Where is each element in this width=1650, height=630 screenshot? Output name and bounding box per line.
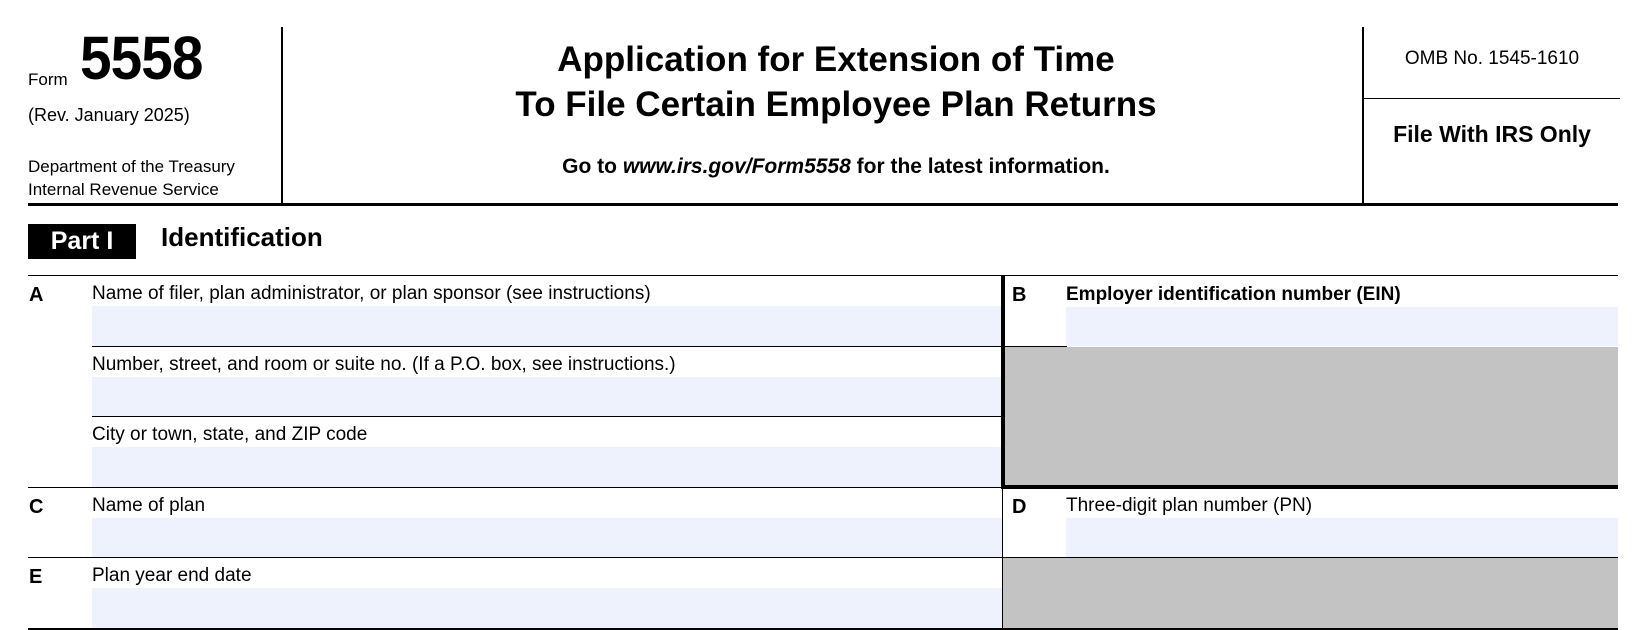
line-a-letter: A <box>29 284 44 306</box>
plan-number-label: Three-digit plan number (PN) <box>1066 495 1313 516</box>
form-number: 5558 <box>80 24 203 92</box>
shaded-area-lower <box>1003 558 1618 628</box>
city-state-zip-label: City or town, state, and ZIP code <box>92 424 368 445</box>
street-address-input[interactable] <box>92 377 1001 416</box>
plan-year-end-label: Plan year end date <box>92 565 252 586</box>
filer-name-input[interactable] <box>92 306 1001 346</box>
form-id-block <box>28 24 283 204</box>
street-address-label: Number, street, and room or suite no. (If a P.O. box, see instructions.) <box>92 354 676 375</box>
omb-block <box>1362 27 1620 204</box>
line-b-letter: B <box>1012 284 1027 306</box>
part-badge: Part I <box>28 224 136 259</box>
grid-rule-a2 <box>92 416 1001 417</box>
grid-rule-b-bottom <box>1001 485 1618 489</box>
filer-name-label: Name of filer, plan administrator, or plan sponsor (see instructions) <box>92 283 651 304</box>
form-title <box>283 37 1389 127</box>
plan-name-label: Name of plan <box>92 495 206 516</box>
plan-name-input[interactable] <box>92 518 1002 557</box>
part-title: Identification <box>161 222 323 252</box>
service-name: Internal Revenue Service <box>28 180 219 199</box>
ein-input[interactable] <box>1066 307 1618 346</box>
irs-link[interactable]: www.irs.gov/Form5558 <box>622 155 851 178</box>
form-word: Form <box>28 70 68 89</box>
plan-year-end-input[interactable] <box>92 588 1002 628</box>
line-d-letter: D <box>1012 496 1027 518</box>
goto-suffix: for the latest information. <box>850 155 1110 178</box>
grid-rule-c <box>28 487 1005 488</box>
plan-number-input[interactable] <box>1066 518 1618 557</box>
goto-prefix: Go to <box>562 155 623 178</box>
revision-date: (Rev. January 2025) <box>28 105 190 125</box>
goto-instruction <box>283 155 1389 179</box>
department-name: Department of the Treasury <box>28 157 235 176</box>
line-e-letter: E <box>29 566 43 588</box>
title-block <box>283 27 1389 204</box>
shaded-area-upper <box>1005 347 1618 485</box>
title-line-2: To File Certain Employee Plan Returns <box>515 85 1157 124</box>
omb-number: OMB No. 1545-1610 <box>1364 27 1620 99</box>
header-divider <box>28 203 1618 206</box>
file-with-irs-note: File With IRS Only <box>1393 121 1591 147</box>
ein-label: Employer identification number (EIN) <box>1066 284 1401 305</box>
city-state-zip-input[interactable] <box>92 447 1001 487</box>
grid-rule-a1 <box>92 346 1001 347</box>
form-header <box>28 24 1618 204</box>
agency-block <box>28 155 235 201</box>
title-line-1: Application for Extension of Time <box>557 40 1115 79</box>
grid-rule-top <box>28 275 1618 276</box>
line-c-letter: C <box>29 496 44 518</box>
